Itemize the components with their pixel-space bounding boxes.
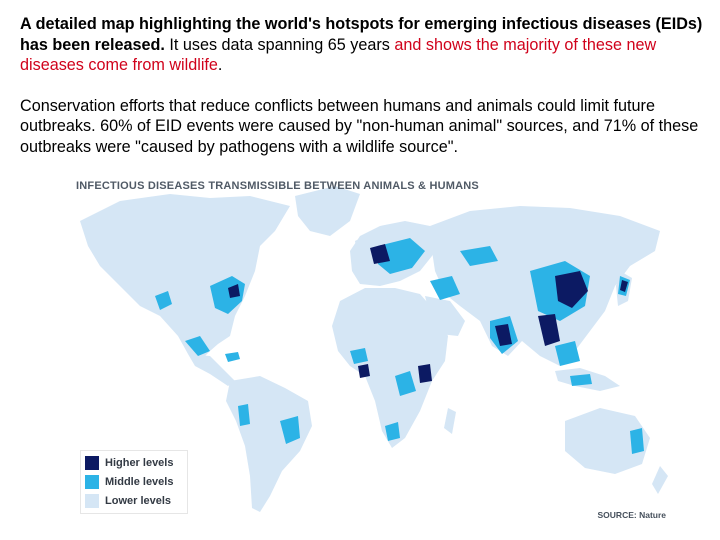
intro-paragraph-2: Conservation efforts that reduce conflicts between humans and animals could limit future outbreaks. 60% of EID events were caused by "non-human animal" sources, and 71% of these outbreaks were "caused by pathogens with a wildlife source". <box>20 96 699 156</box>
legend-item-lower <box>85 493 171 509</box>
greenland <box>295 186 360 236</box>
intro-span-highlight: and shows the majority of these new diseases come from wildlife <box>20 35 657 74</box>
map-source: SOURCE: Nature <box>597 510 666 520</box>
disease-hotspot-map <box>60 176 676 526</box>
hotspot-indonesia <box>570 374 592 386</box>
legend-swatch-lower <box>85 494 99 508</box>
legend-swatch-higher <box>85 456 99 470</box>
legend-item-higher <box>85 455 173 471</box>
south-america <box>226 376 312 512</box>
hotspot-east-africa <box>418 364 432 383</box>
intro-text <box>20 14 704 157</box>
legend-label-lower: Lower levels <box>105 495 172 507</box>
hotspot-caribbean <box>225 352 240 362</box>
map-legend <box>80 450 188 514</box>
legend-label-middle: Middle levels <box>105 476 174 488</box>
north-america <box>80 194 290 361</box>
madagascar <box>444 408 456 434</box>
hotspot-west-africa-high <box>358 364 370 378</box>
map-title: INFECTIOUS DISEASES TRANSMISSIBLE BETWEEN ANIMALS & HUMANS <box>76 180 479 192</box>
hotspot-andes <box>238 404 250 426</box>
intro-span-end: . <box>217 56 223 74</box>
intro-headline: A detailed map highlighting the world's hotspots for emerging infectious diseases (EIDs) has been released. <box>20 15 703 54</box>
legend-swatch-middle <box>85 475 99 489</box>
legend-item-middle <box>85 474 173 490</box>
hotspot-australia-east <box>630 428 644 454</box>
intro-span-normal: It uses data spanning 65 years <box>164 35 390 54</box>
legend-label-higher: Higher levels <box>105 457 174 469</box>
new-zealand <box>652 466 668 494</box>
intro-paragraph-1 <box>20 14 704 76</box>
